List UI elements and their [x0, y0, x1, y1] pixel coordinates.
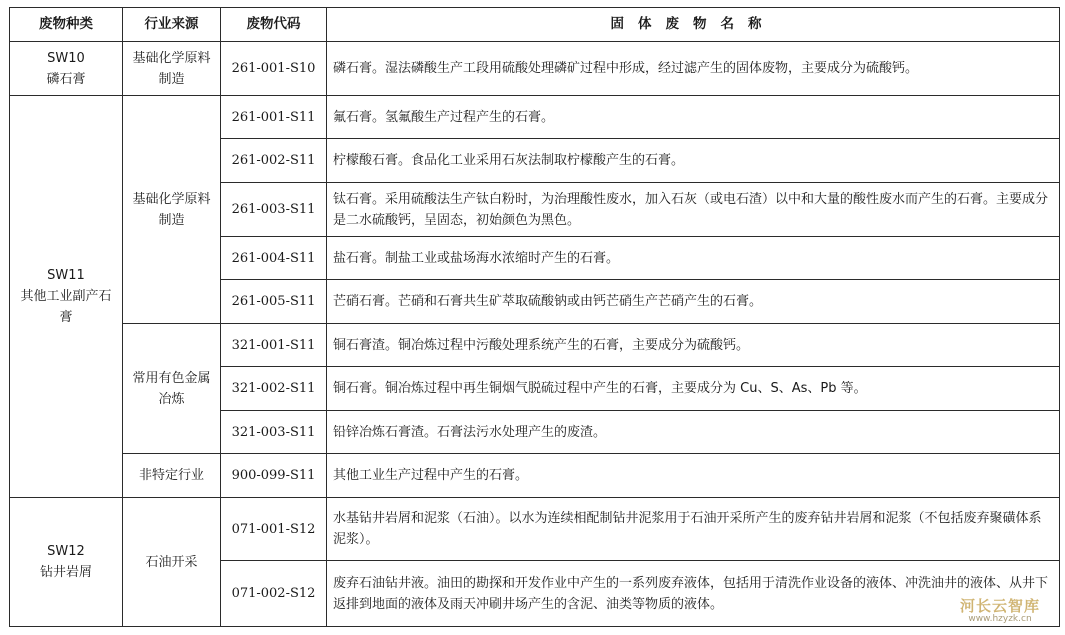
waste-code: 261-002-S11: [221, 139, 327, 183]
table-row: [10, 324, 1060, 367]
waste-code: 261-004-S11: [221, 237, 327, 280]
waste-description: 水基钻井岩屑和泥浆（石油）。以水为连续相配制钻井泥浆用于石油开采所产生的废弃钻井岩屑和泥浆（不包括废弃聚磺体系泥浆）。: [327, 498, 1060, 561]
waste-description: 铜石膏。铜冶炼过程中再生铜烟气脱硫过程中产生的石膏，主要成分为 Cu、S、As、Pb 等。: [327, 367, 1060, 411]
waste-description: 氟石膏。氢氟酸生产过程产生的石膏。: [327, 96, 1060, 139]
waste-description: 盐石膏。制盐工业或盐场海水浓缩时产生的石膏。: [327, 237, 1060, 280]
waste-code: 900-099-S11: [221, 454, 327, 498]
waste-description: 芒硝石膏。芒硝和石膏共生矿萃取硫酸钠或由钙芒硝生产芒硝产生的石膏。: [327, 280, 1060, 324]
waste-code: 261-001-S11: [221, 96, 327, 139]
category-cell-sw10: [10, 42, 123, 96]
header-name: 固体废物名称: [327, 8, 1060, 42]
industry-cell: 常用有色金属冶炼: [123, 324, 221, 454]
category-name: 磷石膏: [46, 71, 86, 87]
table-row: [10, 96, 1060, 139]
header-code: 废物代码: [221, 8, 327, 42]
category-code: SW11: [47, 268, 85, 283]
category-cell-sw12: [10, 498, 123, 627]
category-code: SW10: [47, 50, 85, 66]
category-code: SW12: [47, 544, 85, 559]
waste-description: 铜石膏渣。铜冶炼过程中污酸处理系统产生的石膏，主要成分为硫酸钙。: [327, 324, 1060, 367]
table-row: [10, 498, 1060, 561]
header-category: 废物种类: [10, 8, 123, 42]
industry-cell: 基础化学原料制造: [123, 96, 221, 324]
waste-code: 321-001-S11: [221, 324, 327, 367]
waste-description: 其他工业生产过程中产生的石膏。: [327, 454, 1060, 498]
watermark: [940, 595, 1060, 624]
waste-description: 磷石膏。湿法磷酸生产工段用硫酸处理磷矿过程中形成，经过滤产生的固体废物，主要成分为硫酸钙。: [327, 42, 1060, 96]
watermark-name: 河长云智库: [959, 597, 1040, 615]
waste-code: 071-002-S12: [221, 561, 327, 627]
waste-code: 321-002-S11: [221, 367, 327, 411]
category-name: 钻井岩屑: [39, 565, 92, 580]
waste-code: 321-003-S11: [221, 411, 327, 454]
table-row: [10, 454, 1060, 498]
table-row: [10, 42, 1060, 96]
waste-description: 柠檬酸石膏。食品化工业采用石灰法制取柠檬酸产生的石膏。: [327, 139, 1060, 183]
waste-code: 071-001-S12: [221, 498, 327, 561]
table-header-row: [10, 8, 1060, 42]
industry-cell: 石油开采: [123, 498, 221, 627]
category-cell-sw11: [10, 96, 123, 498]
waste-code: 261-005-S11: [221, 280, 327, 324]
waste-code: 261-003-S11: [221, 183, 327, 237]
waste-description: 钛石膏。采用硫酸法生产钛白粉时，为治理酸性废水，加入石灰（或电石渣）以中和大量的酸性废水而产生的石膏。主要成分是二水硫酸钙，呈固态，初始颜色为黑色。: [327, 183, 1060, 237]
industry-cell: 非特定行业: [123, 454, 221, 498]
waste-description: 废弃石油钻井液。油田的勘探和开发作业中产生的一系列废弃液体，包括用于清洗作业设备的液体、冲洗油井的液体、从井下返排到地面的液体及雨天冲刷井场产生的含泥、油类等物质的液体。: [327, 561, 1060, 627]
waste-description: 铅锌冶炼石膏渣。石膏法污水处理产生的废渣。: [327, 411, 1060, 454]
header-industry: 行业来源: [123, 8, 221, 42]
watermark-url: www.hzyzk.cn: [968, 614, 1032, 624]
waste-code: 261-001-S10: [221, 42, 327, 96]
industry-cell: 基础化学原料制造: [123, 42, 221, 96]
solid-waste-table: [9, 7, 1060, 627]
category-name: 其他工业副产石膏: [20, 289, 112, 325]
